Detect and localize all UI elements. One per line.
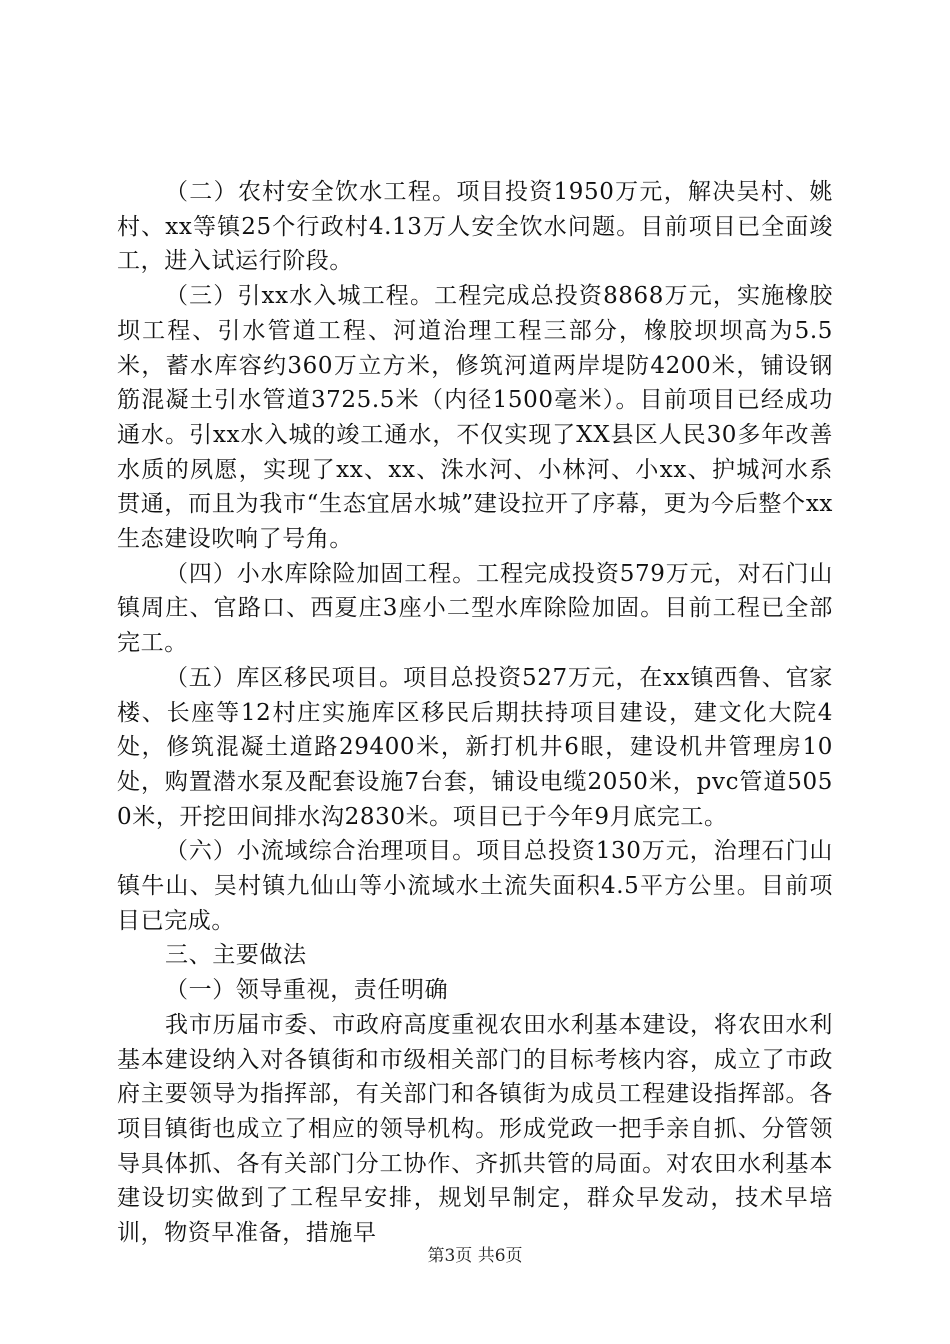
paragraph-rural-water: （二）农村安全饮水工程。项目投资1950万元，解决吴村、姚村、xx等镇25个行政村4.13万人安全饮水问题。目前项目已全面竣工，进入试运行阶段。 <box>117 179 833 275</box>
document-body <box>117 175 833 1251</box>
sub-heading: （一）领导重视，责任明确 <box>165 977 449 1004</box>
paragraph-watershed: （六）小流域综合治理项目。项目总投资130万元，治理石门山镇牛山、吴村镇九仙山等小流域水土流失面积4.5平方公里。目前项目已完成。 <box>117 838 833 934</box>
page-number-footer: 第3页 共6页 <box>427 1246 523 1266</box>
section-heading: 三、主要做法 <box>165 942 307 969</box>
paragraph-leadership: 我市历届市委、市政府高度重视农田水利基本建设，将农田水利基本建设纳入对各镇街和市级相关部门的目标考核内容，成立了市政府主要领导为指挥部，有关部门和各镇街为成员工程建设指挥部。各项目镇街也成立了相应的领导机构。形成党政一把手亲自抓、分管领导具体抓、各有关部门分工协作、齐抓共管的局面。对农田水利基本建设切实做到了工程早安排，规划早制定，群众早发动，技术早培训，物资早准备，措施早 <box>117 1011 833 1247</box>
paragraph-resettlement: （五）库区移民项目。项目总投资527万元，在xx镇西鲁、官家楼、长座等12村庄实施库区移民后期扶持项目建设，建文化大院4处，修筑混凝土道路29400米，新打机井6眼，建设机井管理房10处，购置潜水泵及配套设施7台套，铺设电缆2050米，pvc管道5050米，开挖田间排水沟2830米。项目已于今年9月底完工。 <box>117 664 833 830</box>
paragraph-reservoir-reinforcement: （四）小水库除险加固工程。工程完成投资579万元，对石门山镇周庄、官路口、西夏庄3座小二型水库除险加固。目前工程已全部完工。 <box>117 560 833 657</box>
paragraph-water-diversion: （三）引xx水入城工程。工程完成总投资8868万元，实施橡胶坝工程、引水管道工程、河道治理工程三部分，橡胶坝坝高为5.5米，蓄水库容约360万立方米，修筑河道两岸堤防4200米，铺设钢筋混凝土引水管道3725.5米（内径1500毫米）。目前项目已经成功通水。引xx水入城的竣工通水，不仅实现了XX县区人民30多年改善水质的夙愿，实现了xx、xx、洙水河、小林河、小xx、护城河水系贯通，而且为我市“生态宜居水城”建设拉开了序幕，更为今后整个xx生态建设吹响了号角。 <box>117 283 833 553</box>
